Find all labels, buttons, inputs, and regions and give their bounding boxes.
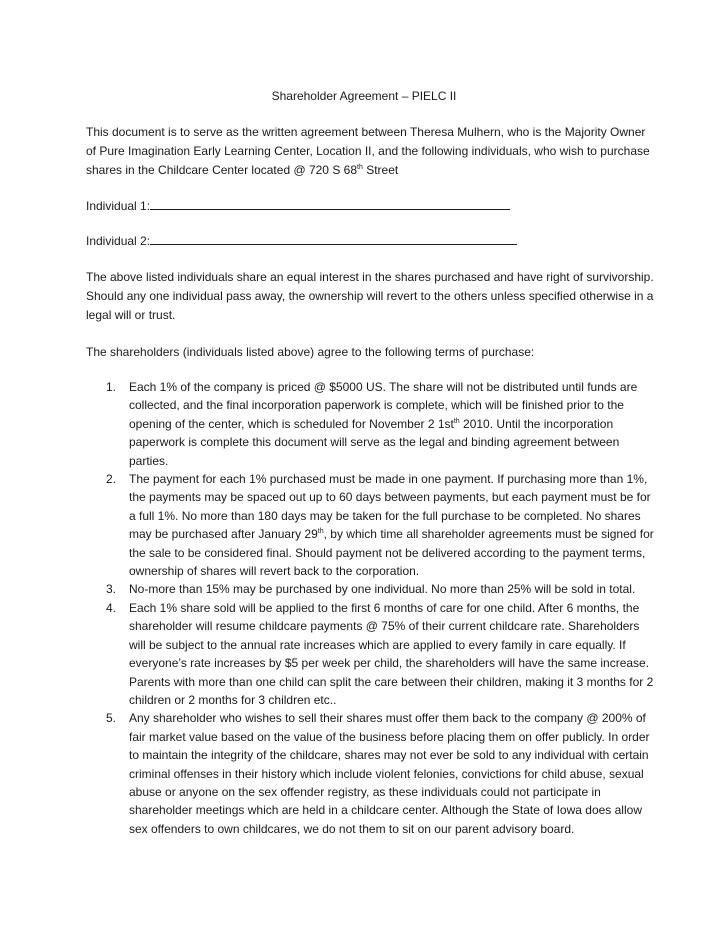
term-number-1: 1. (106, 380, 117, 394)
term-item-3 (86, 580, 656, 598)
individual-1-line (86, 197, 656, 216)
individual-2-line (86, 232, 656, 251)
term-item-1 (86, 378, 656, 470)
individual-2-label: Individual 2: (86, 234, 151, 248)
term-item-4 (86, 599, 656, 709)
term-text-1: Each 1% of the company is priced @ $5000 US. The share will not be distributed until funds are collected, and the final incorporation paperwork is complete, which will be finished prior to the opening of the center, which is scheduled for November 2 1st (129, 380, 638, 431)
term-item-2 (86, 470, 656, 580)
term-text-3: No-more than 15% may be purchased by one individual. No more than 25% will be sold in total. (129, 582, 636, 597)
intro-text: This document is to serve as the written agreement between Theresa Mulhern, who is the Majority Owner of Pure Imagination Early Learning Center, Location II, and the following individuals, who wish to purchase shares in the Childcare Center located @ 720 S 68 (86, 125, 650, 177)
term-number-5: 5. (106, 711, 117, 726)
intro-paragraph (86, 123, 656, 180)
individual-1-blank[interactable] (150, 197, 510, 210)
individual-2-blank[interactable] (150, 232, 517, 245)
term-text-2: The payment for each 1% purchased must be made in one payment. If purchasing more than 1%, the payments may be spaced out up to 60 days between payments, but each payment must be for a full 1%. No more than 180 days may be taken for the full purchase to be completed. No shares may be purchased after January 29 (129, 472, 651, 542)
term-text-4: Each 1% share sold will be applied to the first 6 months of care for one child. After 6 months, the shareholder will resume childcare payments @ 75% of their current childcare rate. Shareholders will be subject to the annual rate increases which are applied to every family in care equally. If everyone’s rate increases by $5 per week per child, the shareholders will have the same increase. Parents with more than one child can split the care between their children, making it 3 months for 2 children or 2 months for 3 children etc.. (129, 600, 654, 707)
individual-1-label: Individual 1: (86, 199, 151, 213)
term-item-5 (86, 709, 656, 838)
intro-superscript: th (357, 164, 363, 171)
term-number-2: 2. (106, 472, 117, 487)
terms-list (86, 378, 656, 838)
term-text-1-end: 2010. Until the incorporation paperwork is complete this document will serve as the legal and binding agreement between parties. (129, 416, 620, 468)
term-text-5: Any shareholder who wishes to sell their shares must offer them back to the company @ 200% of fair market value based on the value of the business before placing them on offer publicly. In order to maintain the integrity of the childcare, shares may not ever be sold to any individual with certain criminal offenses in their history which include violent felonies, convictions for child abuse, sexual abuse or anyone on the sex offender registry, as these individuals could not participate in shareholder meetings which are held in a childcare center. Although the State of Iowa does allow sex offenders to own childcares, we do not them to sit on our parent advisory board. (129, 711, 650, 836)
term-superscript-1: th (453, 417, 460, 425)
term-superscript-2: th (317, 528, 324, 536)
term-number-4: 4. (106, 600, 117, 615)
document-title: Shareholder Agreement – PIELC II (271, 89, 457, 103)
intro-text-end: Street (362, 163, 399, 177)
interest-paragraph: The above listed individuals share an equal interest in the shares purchased and have right of survivorship. Should any one individual pass away, the ownership will revert to the others unless specified otherwise in a legal will or trust. (86, 270, 654, 322)
term-number-3: 3. (106, 582, 117, 597)
terms-lead: The shareholders (individuals listed above) agree to the following terms of purchase: (86, 345, 535, 359)
term-text-2-end: , by which time all shareholder agreements must be signed for the sale to be considered final. Should payment not be delivered according to the payment terms, ownership of shares will revert back to the corporation. (129, 527, 654, 579)
